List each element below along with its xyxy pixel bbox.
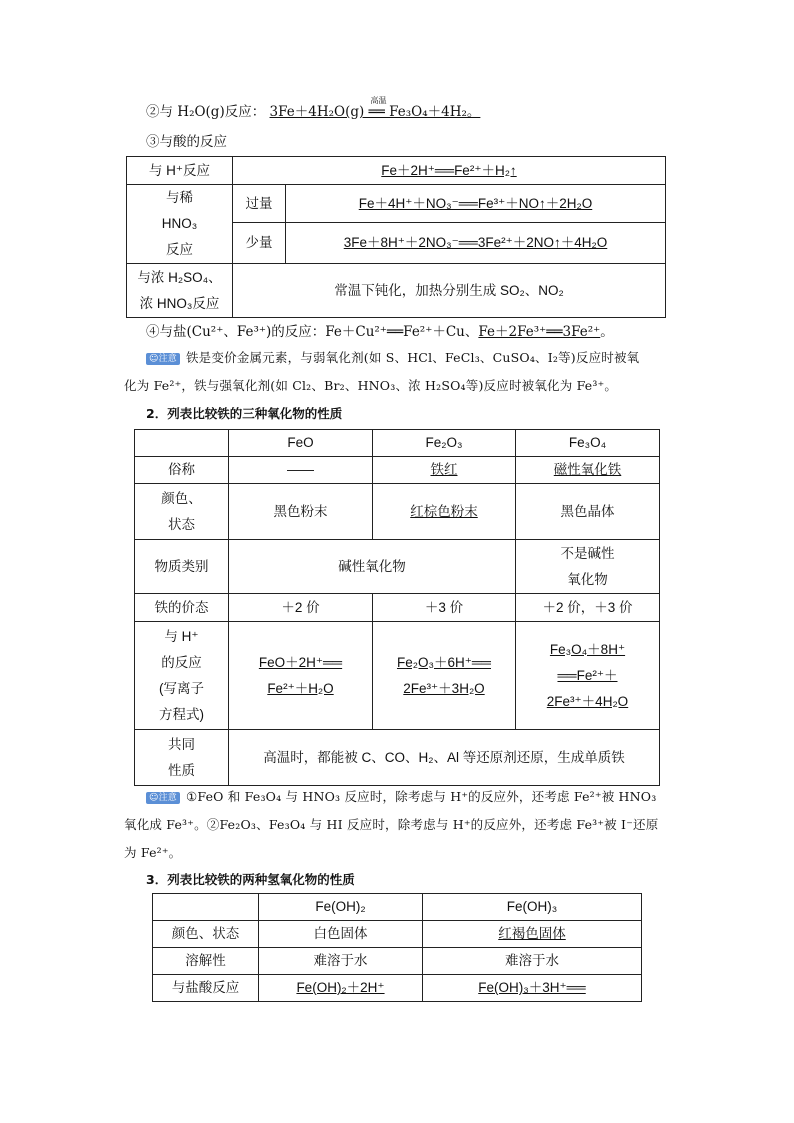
h-header-empty (153, 894, 259, 921)
reaction-fe2o3: Fe₂O₃＋6H⁺══ 2Fe³⁺＋3H₂O (373, 622, 516, 730)
h2o-equation: 3Fe＋4H₂O(g) ══ Fe₃O₄＋4H₂。 高温 (269, 96, 481, 120)
hydroxide-table (152, 893, 642, 1002)
row-dilute-hno3-label: 与稀 HNO₃ 反应 (127, 185, 233, 264)
valence-fe3o4: ＋2 价，＋3 价 (516, 594, 660, 622)
excess-label: 过量 (233, 185, 286, 223)
category-fe3o4: 不是碱性 氧化物 (516, 540, 660, 594)
solubility-feoh3: 难溶于水 (423, 948, 642, 975)
row-color-state-label: 颜色、 状态 (135, 484, 229, 540)
color-feoh2: 白色固体 (259, 921, 423, 948)
common-property: 高温时，都能被 C、CO、H₂、Al 等还原剂还原，生成单质铁 (229, 730, 660, 786)
section-2-title: 2．列表比较铁的三种氧化物的性质 (146, 406, 343, 421)
row-common-label: 共同 性质 (135, 730, 229, 786)
salt-reaction-underlined: Fe＋2Fe³⁺══3Fe²⁺ (478, 324, 601, 340)
excess-value: Fe＋4H⁺＋NO₃⁻══Fe³⁺＋NO↑＋2H₂O (286, 185, 666, 223)
attention-badge-icon: ☺注意 (146, 792, 180, 804)
row-h-plus-value: Fe＋2H⁺══Fe²⁺＋H₂↑ (233, 157, 666, 185)
color-feo: 黑色粉末 (229, 484, 373, 540)
small-amount-label: 少量 (233, 223, 286, 264)
row-conc-acid-value: 常温下钝化，加热分别生成 SO₂、NO₂ (233, 264, 666, 318)
attention-badge-icon: ☺注意 (146, 353, 180, 365)
h2o-prefix: ②与 H₂O(g)反应： (146, 104, 266, 120)
note-2-line-3: 为 Fe²⁺。 (124, 845, 182, 860)
color-feoh3: 红褐色固体 (423, 921, 642, 948)
row-conc-acid-label: 与浓 H₂SO₄、 浓 HNO₃反应 (127, 264, 233, 318)
acid-reaction-table (126, 156, 666, 318)
header-fe3o4: Fe₃O₄ (516, 430, 660, 457)
note-2-line-2: 氧化成 Fe³⁺。②Fe₂O₃、Fe₃O₄ 与 HI 反应时，除考虑与 H⁺的反应外，还考虑 Fe³⁺被 I⁻还原 (124, 817, 659, 832)
row-h-plus-label: 与 H⁺反应 (127, 157, 233, 185)
h-row-color-label: 颜色、状态 (153, 921, 259, 948)
solubility-feoh2: 难溶于水 (259, 948, 423, 975)
oxide-table (134, 429, 660, 786)
category-basic-oxide: 碱性氧化物 (229, 540, 516, 594)
row-valence-label: 铁的价态 (135, 594, 229, 622)
header-feo: FeO (229, 430, 373, 457)
nickname-fe3o4: 磁性氧化铁 (516, 457, 660, 484)
h2o-reaction-line (146, 96, 481, 120)
small-amount-value: 3Fe＋8H⁺＋2NO₃⁻══3Fe²⁺＋2NO↑＋4H₂O (286, 223, 666, 264)
note-1-line-2: 化为 Fe²⁺，铁与强氧化剂(如 Cl₂、Br₂、HNO₃、浓 H₂SO₄等)反应时被氧化为 Fe³⁺。 (124, 378, 618, 393)
h-row-solubility-label: 溶解性 (153, 948, 259, 975)
salt-reaction-line: ④与盐(Cu²⁺、Fe³⁺)的反应：Fe＋Cu²⁺══Fe²⁺＋Cu、Fe＋2Fe³⁺══3Fe²⁺。 (146, 324, 614, 340)
condition-high-temp: 高温 (370, 96, 387, 105)
hcl-feoh2: Fe(OH)₂＋2H⁺ (259, 975, 423, 1002)
header-empty (135, 430, 229, 457)
row-nickname-label: 俗称 (135, 457, 229, 484)
reaction-feo: FeO＋2H⁺══ Fe²⁺＋H₂O (229, 622, 373, 730)
note-1-line-1: ☺注意 铁是变价金属元素，与弱氧化剂(如 S、HCl、FeCl₃、CuSO₄、I₂等)反应时被氧 (146, 348, 639, 366)
header-fe2o3: Fe₂O₃ (373, 430, 516, 457)
reaction-fe3o4: Fe₃O₄＋8H⁺ ══Fe²⁺＋ 2Fe³⁺＋4H₂O (516, 622, 660, 730)
section-3-title: 3．列表比较铁的两种氢氧化物的性质 (146, 872, 355, 887)
nickname-fe2o3: 铁红 (373, 457, 516, 484)
color-fe3o4: 黑色晶体 (516, 484, 660, 540)
header-feoh2: Fe(OH)₂ (259, 894, 423, 921)
row-reaction-label: 与 H⁺ 的反应 (写离子 方程式) (135, 622, 229, 730)
header-feoh3: Fe(OH)₃ (423, 894, 642, 921)
hcl-feoh3: Fe(OH)₃＋3H⁺══ (423, 975, 642, 1002)
note-2-line-1: ☺注意 ①FeO 和 Fe₃O₄ 与 HNO₃ 反应时，除考虑与 H⁺的反应外，还考虑 Fe²⁺被 HNO₃ (146, 787, 656, 805)
h-row-hcl-label: 与盐酸反应 (153, 975, 259, 1002)
nickname-feo: —— (229, 457, 373, 484)
row-category-label: 物质类别 (135, 540, 229, 594)
valence-fe2o3: ＋3 价 (373, 594, 516, 622)
color-fe2o3: 红棕色粉末 (373, 484, 516, 540)
valence-feo: ＋2 价 (229, 594, 373, 622)
acid-reaction-title: ③与酸的反应 (146, 134, 227, 150)
